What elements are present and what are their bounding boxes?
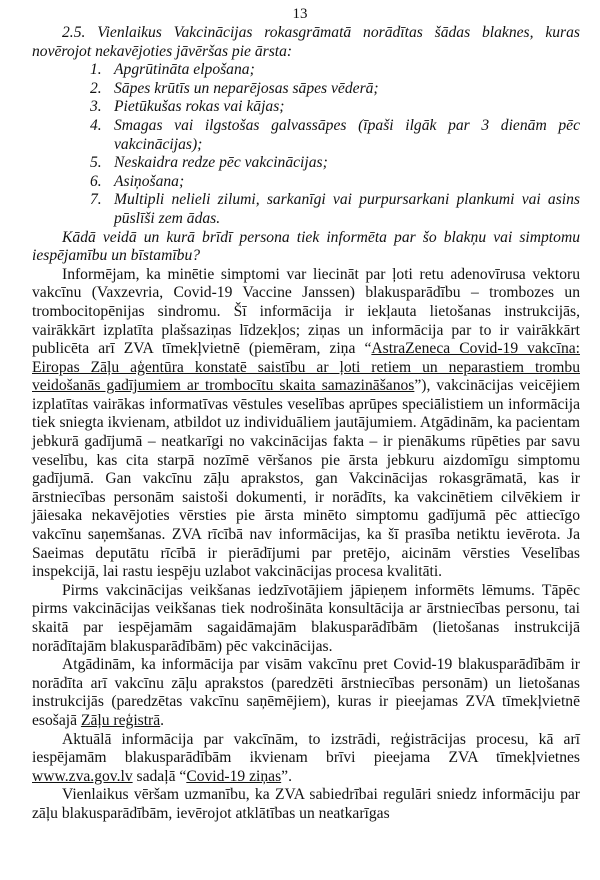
question-2-5: 2.5. Vienlaikus Vakcinācijas rokasgrāmatā norādītas šādas blaknes, kuras novērojot nekavējoties jāvēršas pie ārsta:	[32, 24, 580, 60]
list-item: 3. Pietūkušas rokas vai kājas;	[90, 98, 285, 116]
list-item: 6. Asiņošana;	[90, 172, 185, 190]
symptom-list	[32, 61, 580, 228]
paragraph-informed-decision: Pirms vakcinācijas veikšanas iedzīvotājiem jāpieņem informēts lēmums. Tāpēc pirms vakcinācijas veikšanas tiek nodrošināta konsultācija ar ārstniecības personu, tai skaitā par iespējamām sagaidāmajām blakusparādībām (lietošanas instrukcijā norādītajām blakusparādībām) pēc vakcinācijas.	[32, 581, 580, 655]
question-informing: Kādā veidā un kurā brīdī persona tiek informēta par šo blakņu vai simptomu iespējamību un bīstamību?	[32, 228, 580, 265]
document-body	[32, 24, 580, 824]
list-item: 7. Multipli nelieli zilumi, sarkanīgi vai purpursarkani plankumi vai asins pūslīši zem ādas.	[90, 191, 580, 227]
covid-news-link[interactable]: Covid-19 ziņas	[186, 767, 282, 785]
list-item: 2. Sāpes krūtīs un neparējosas sāpes vēderā;	[90, 79, 379, 97]
zva-website-link[interactable]: www.zva.gov.lv	[32, 767, 133, 785]
list-item: 1. Apgrūtināta elpošana;	[90, 61, 255, 79]
paragraph-attention: Vienlaikus vēršam uzmanību, ka ZVA sabiedrībai regulāri sniedz informāciju par zāļu blakusparādībām, ievērojot atklātības un neatkarīgas	[32, 786, 580, 822]
paragraph-reminder: Atgādinām, ka informācija par visām vakcīnu pret Covid-19 blakusparādībām ir norādīta arī vakcīnu zāļu aprakstos (paredzēti ārstniecības personām) un lietošanas instrukcijās (paredzētas vakcīnu saņēmējiem), kuras ir pieejamas ZVA tīmekļvietnē esošajā Zāļu reģistrā.	[32, 656, 580, 729]
page-number: 13	[292, 6, 308, 22]
medicine-register-link[interactable]: Zāļu reģistrā	[80, 711, 161, 729]
list-item: 5. Neskaidra redze pēc vakcinācijas;	[90, 154, 328, 172]
paragraph-current-info: Aktuālā informācija par vakcīnām, to izstrādi, reģistrācijas procesu, kā arī iespējamām blakusparādībām ikvienam brīvi pieejama ZVA tīmekļvietnes www.zva.gov.lv sadaļā “Covid-19 ziņas”.	[32, 730, 580, 785]
list-item: 4. Smagas vai ilgstošas galvassāpes (īpaši ilgāk par 3 dienām pēc vakcinācijas);	[90, 116, 580, 153]
paragraph-informing: Informējam, ka minētie simptomi var liecināt par ļoti retu adenovīrusa vektoru vakcīnu (Vaxzevria, Covid-19 Vaccine Janssen) blakusparādību – trombozes un trombocitopēnijas sindromu. Šī informācija ir iekļauta lietošanas instrukcijās, vairākkārt izplatīta plašsaziņas līdzekļos; ziņas un informācija par to ir vairākkārt publicēta arī ZVA tīmekļvietnē (piemēram, ziņa “AstraZeneca Covid-19 vakcīna: Eiropas Zāļu aģentūra konstatē saistību ar ļoti retiem un neparastiem trombu veidošanās gadījumiem ar trombocītu skaita samazināšanos”), vakcinācijas veicējiem izplatītas vairākas informatīvas vēstules veselības aprūpes speciālistiem un informācija tiek sniegta ikvienam, atbildot uz individuāliem jautājumiem. Atgādinām, ka pacientam jebkurā gadījumā – neatkarīgi no vakcinācijas fakta – ir pienākums rūpēties par savu veselību, kas cita starpā nozīmē vēršanos pie ārsta jebkuru aizdomīgu simptomu gadījumā. Gan vakcīnu zāļu aprakstos, gan Vakcinācijas rokasgrāmatā, kas ir ārstniecības personām saistoši dokumenti, ir norādīts, ka vakcinētiem cilvēkiem ir jāiesaka nekavējoties vērsties pie ārsta minēto simptomu gadījumā pēc attiecīgo vakcīnu saņemšanas. ZVA rīcībā nav informācijas, ka šī prasība netiktu ievērota. Ja Saeimas deputātu rīcībā ir pierādījumi par pretējo, aicinām vērsties Veselības inspekcijā, lai rastu iespēju uzlabot vakcinācijas procesa kvalitāti.	[32, 265, 581, 581]
astrazeneca-news-link[interactable]: AstraZeneca Covid-19 vakcīna: Eiropas Zāļu aģentūra konstatē saistību ar ļoti retiem un neparastiem trombu veidošanās gadījumiem ar trombocītu skaita samazināšanos	[32, 340, 580, 395]
